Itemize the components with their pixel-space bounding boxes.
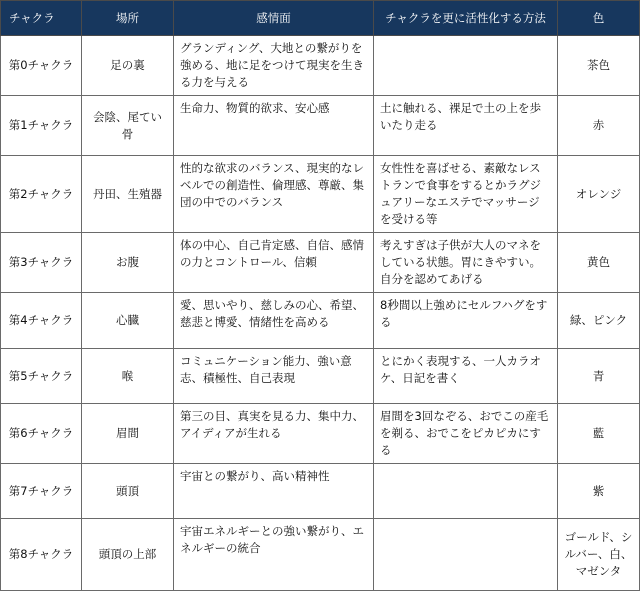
place-cell: 心臓 bbox=[82, 293, 174, 349]
color-cell: 赤 bbox=[558, 96, 640, 156]
activation-cell bbox=[374, 36, 558, 96]
header-place: 場所 bbox=[82, 1, 174, 36]
color-cell: 紫 bbox=[558, 464, 640, 519]
table-row bbox=[1, 404, 640, 464]
activation-cell bbox=[374, 519, 558, 591]
emotion-cell: 宇宙エネルギーとの強い繋がり、エネルギーの統合 bbox=[174, 519, 374, 591]
table-row bbox=[1, 36, 640, 96]
header-activate: チャクラを更に活性化する方法 bbox=[374, 1, 558, 36]
chakra-name-cell: 第7チャクラ bbox=[1, 464, 82, 519]
chakra-name-cell: 第2チャクラ bbox=[1, 156, 82, 233]
color-cell: 緑、ピンク bbox=[558, 293, 640, 349]
activation-cell: とにかく表現する、一人カラオケ、日記を書く bbox=[374, 349, 558, 404]
table-row bbox=[1, 96, 640, 156]
emotion-cell: 体の中心、自己肯定感、自信、感情の力とコントロール、信頼 bbox=[174, 233, 374, 293]
header-chakra: チャクラ bbox=[1, 1, 82, 36]
table-row bbox=[1, 233, 640, 293]
color-cell: ゴールド、シルバー、白、マゼンタ bbox=[558, 519, 640, 591]
emotion-cell: グランディング、大地との繋がりを強める、地に足をつけて現実を生きる力を与える bbox=[174, 36, 374, 96]
color-cell: 黄色 bbox=[558, 233, 640, 293]
chakra-name-cell: 第3チャクラ bbox=[1, 233, 82, 293]
chakra-name-cell: 第4チャクラ bbox=[1, 293, 82, 349]
chakra-name-cell: 第6チャクラ bbox=[1, 404, 82, 464]
activation-cell: 眉間を3回なぞる、おでこの産毛を剃る、おでこをピカピカにする bbox=[374, 404, 558, 464]
place-cell: 頭頂 bbox=[82, 464, 174, 519]
emotion-cell: 第三の目、真実を見る力、集中力、アイディアが生れる bbox=[174, 404, 374, 464]
color-cell: 藍 bbox=[558, 404, 640, 464]
emotion-cell: 生命力、物質的欲求、安心感 bbox=[174, 96, 374, 156]
place-cell: 頭頂の上部 bbox=[82, 519, 174, 591]
table-row bbox=[1, 519, 640, 591]
header-row bbox=[1, 1, 640, 36]
activation-cell: 女性性を喜ばせる、素敵なレストランで食事をするとかラグジュアリーなエステでマッサージを受ける等 bbox=[374, 156, 558, 233]
table-row bbox=[1, 293, 640, 349]
color-cell: オレンジ bbox=[558, 156, 640, 233]
place-cell: 喉 bbox=[82, 349, 174, 404]
emotion-cell: コミュニケーション能力、強い意志、積極性、自己表現 bbox=[174, 349, 374, 404]
emotion-cell: 愛、思いやり、慈しみの心、希望、慈悲と博愛、情緒性を高める bbox=[174, 293, 374, 349]
color-cell: 青 bbox=[558, 349, 640, 404]
place-cell: 丹田、生殖器 bbox=[82, 156, 174, 233]
place-cell: 会陰、尾てい骨 bbox=[82, 96, 174, 156]
activation-cell: 8秒間以上強めにセルフハグをする bbox=[374, 293, 558, 349]
chakra-name-cell: 第5チャクラ bbox=[1, 349, 82, 404]
color-cell: 茶色 bbox=[558, 36, 640, 96]
table-row bbox=[1, 349, 640, 404]
table-row bbox=[1, 156, 640, 233]
activation-cell: 土に触れる、裸足で土の上を歩いたり走る bbox=[374, 96, 558, 156]
chakra-name-cell: 第0チャクラ bbox=[1, 36, 82, 96]
activation-cell: 考えすぎは子供が大人のマネをしている状態。胃にきやすい。自分を認めてあげる bbox=[374, 233, 558, 293]
table-row bbox=[1, 464, 640, 519]
chakra-name-cell: 第8チャクラ bbox=[1, 519, 82, 591]
place-cell: 足の裏 bbox=[82, 36, 174, 96]
emotion-cell: 宇宙との繋がり、高い精神性 bbox=[174, 464, 374, 519]
header-color: 色 bbox=[558, 1, 640, 36]
emotion-cell: 性的な欲求のバランス、現実的なレベルでの創造性、倫理感、尊厳、集団の中でのバランス bbox=[174, 156, 374, 233]
place-cell: 眉間 bbox=[82, 404, 174, 464]
chakra-name-cell: 第1チャクラ bbox=[1, 96, 82, 156]
place-cell: お腹 bbox=[82, 233, 174, 293]
header-emotion: 感情面 bbox=[174, 1, 374, 36]
activation-cell bbox=[374, 464, 558, 519]
